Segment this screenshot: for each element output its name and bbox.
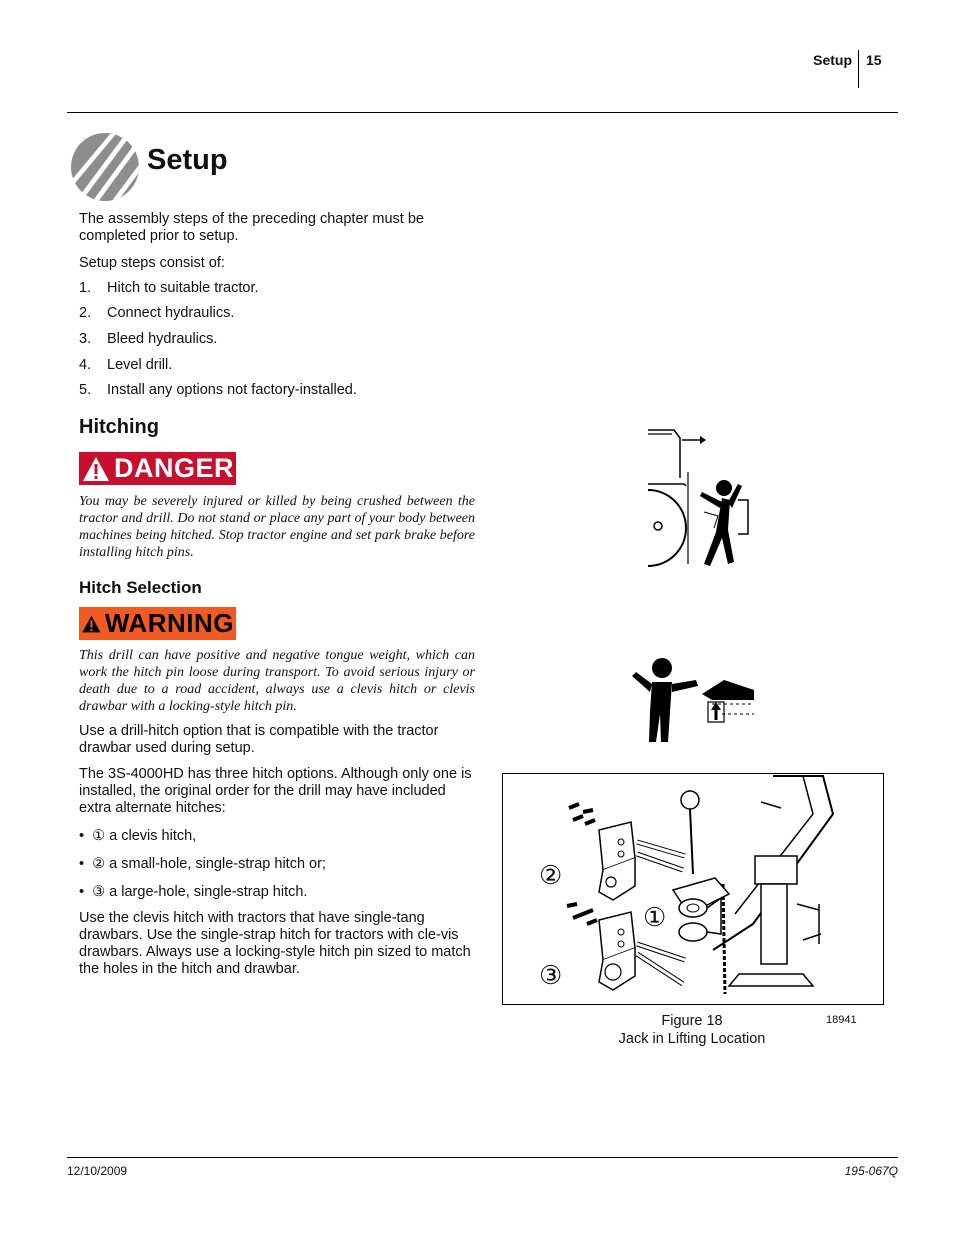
bullet-mark: • xyxy=(79,856,85,872)
danger-label xyxy=(79,452,236,485)
hitch-paragraph-2: The 3S-4000HD has three hitch options. Although only one is installed, the original order for the drill may have included extra alternate hitches: xyxy=(79,766,472,816)
header-divider xyxy=(858,50,859,88)
crush-hazard-pictogram xyxy=(644,424,756,570)
warning-label-text: WARNING xyxy=(104,608,234,638)
figure-frame xyxy=(502,773,884,1005)
chapter-title: Setup xyxy=(147,144,228,176)
step-number: 5. xyxy=(79,382,92,398)
intro-paragraph: The assembly steps of the preceding chapter must be completed prior to setup. xyxy=(79,211,424,244)
footer-date: 12/10/2009 xyxy=(67,1164,128,1178)
hitch-paragraph-3: Use the clevis hitch with tractors that have single-tang drawbars. Use the single-strap hitch for tractors with cle-vis drawbars. Always use a locking-style hitch pin sized to match the holes in the hitch and drawbar. xyxy=(79,910,471,977)
step-text: Connect hydraulics. xyxy=(107,305,235,321)
header-section-title: Setup xyxy=(813,52,852,68)
option-text: ② a small-hole, single-strap hitch or; xyxy=(92,856,326,872)
warning-triangle-icon xyxy=(81,455,111,483)
callout-3: ③ xyxy=(539,960,563,990)
bottom-rule xyxy=(67,1157,898,1158)
warning-triangle-icon xyxy=(81,610,102,638)
stand-clear-pictogram xyxy=(628,650,756,746)
list-item xyxy=(79,884,307,900)
footer-doc-id: 195-067Q xyxy=(844,1164,898,1178)
step-text: Hitch to suitable tractor. xyxy=(107,280,259,296)
chapter-logo-icon xyxy=(70,132,140,202)
step-number: 4. xyxy=(79,357,92,373)
figure-caption-title: Jack in Lifting Location xyxy=(618,1031,766,1047)
top-rule xyxy=(67,112,898,113)
figure-caption xyxy=(580,1012,804,1048)
bullet-mark: • xyxy=(79,828,85,844)
danger-message: You may be severely injured or killed by being crushed between the tractor and drill. Do not stand or place any part of your body between machines being hitched. Stop tractor engine and set park brake before installing hitch pins. xyxy=(79,494,475,560)
bullet-mark: • xyxy=(79,884,85,900)
section-heading-hitch-selection: Hitch Selection xyxy=(79,578,202,597)
callout-1: ① xyxy=(643,902,667,932)
header-page-number: 15 xyxy=(866,52,882,68)
danger-label-text: DANGER xyxy=(113,453,234,483)
hitch-paragraph-1: Use a drill-hitch option that is compatible with the tractor drawbar used during setup. xyxy=(79,723,439,756)
step-number: 1. xyxy=(79,280,92,296)
list-item xyxy=(79,828,196,844)
option-text: ③ a large-hole, single-strap hitch. xyxy=(92,884,308,900)
step-text: Level drill. xyxy=(107,357,173,373)
step-text: Bleed hydraulics. xyxy=(107,331,218,347)
step-number: 3. xyxy=(79,331,92,347)
figure-reference-number: 18941 xyxy=(826,1014,857,1026)
warning-label xyxy=(79,607,236,640)
steps-intro: Setup steps consist of: xyxy=(79,255,225,271)
section-heading-hitching: Hitching xyxy=(79,416,159,438)
option-text: ① a clevis hitch, xyxy=(92,828,197,844)
callout-2: ② xyxy=(539,860,563,890)
step-text: Install any options not factory-installed. xyxy=(107,382,357,398)
list-item xyxy=(79,856,326,872)
figure-caption-number: Figure 18 xyxy=(661,1013,723,1029)
warning-message: This drill can have positive and negative tongue weight, which can work the hitch pin loose during transport. To avoid serious injury or death due to a road accident, always use a clevis hitch or clevis drawbar with a locking-style hitch pin. xyxy=(79,648,475,714)
step-number: 2. xyxy=(79,305,92,321)
